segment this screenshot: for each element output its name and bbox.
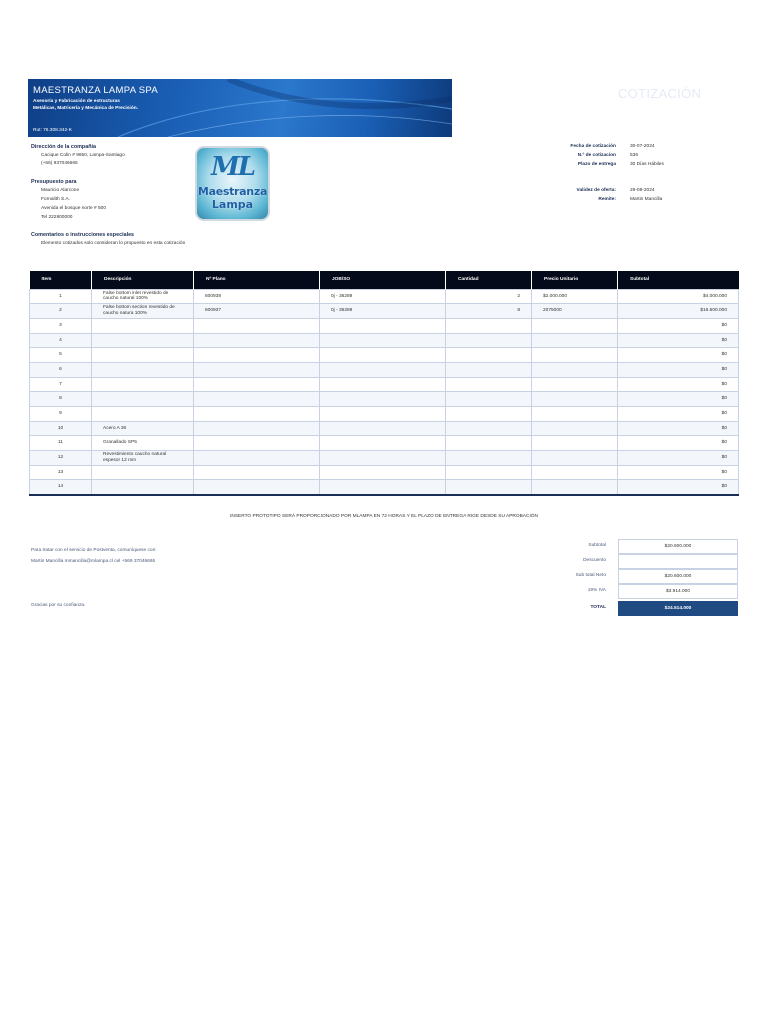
net-subtotal-value: $20.600.000 [618,569,738,584]
cell-quantity: 2 [446,289,532,304]
comments-text: Elemento cotizados solo consideran lo propuesto en esta cotización [41,241,186,246]
cell-unit-price [532,451,618,466]
table-row [30,289,739,304]
quote-date-value: 30-07-2024 [630,144,655,149]
cell-item: 4 [30,333,92,348]
quote-number-label: N.º de cotizacion [577,153,616,158]
cell-unit-price [532,318,618,333]
cell-job [320,348,446,363]
cell-job: 0j - 36289 [320,304,446,319]
cell-job [320,407,446,422]
cell-quantity: 8 [446,304,532,319]
col-header-subtotal: Subtotal [618,271,739,289]
client-name: Mauricio Alarcone [41,188,80,193]
cell-plan-number [194,407,320,422]
cell-job: 0j - 36289 [320,289,446,304]
company-phone: (+56) 937046665 [41,161,78,166]
cell-job [320,436,446,451]
cell-quantity [446,348,532,363]
cell-subtotal: $16.600.000 [618,304,739,319]
cell-description [92,377,194,392]
cell-plan-number [194,318,320,333]
cell-item: 12 [30,451,92,466]
col-header-job: JOB/SO [320,271,446,289]
vat-value: $3.914.000 [618,584,738,599]
table-row [30,348,739,363]
cell-description [92,333,194,348]
cell-quantity [446,421,532,436]
vat-label: 19% IVA [587,588,606,593]
table-row [30,451,739,466]
cell-plan-number [194,436,320,451]
cell-unit-price [532,436,618,451]
cell-unit-price [532,480,618,495]
cell-unit-price: 2075000 [532,304,618,319]
quote-number-value: 536 [630,153,639,158]
postsale-contact-intro: Para tratar con el servicio de Postventa, comuníquese con: [31,548,157,553]
logo-word-1: Maestranza [197,185,268,198]
table-row [30,392,739,407]
quote-date-label: Fecha de cotización [570,144,616,149]
cell-plan-number [194,333,320,348]
cell-subtotal: $0 [618,451,739,466]
cell-item: 14 [30,480,92,495]
cell-subtotal: $0 [618,465,739,480]
cell-quantity [446,480,532,495]
cell-plan-number: 600938 [194,289,320,304]
offer-validity-value: 29-08-2024 [630,188,655,193]
cell-item: 5 [30,348,92,363]
cell-subtotal: $0 [618,421,739,436]
cell-subtotal: $0 [618,362,739,377]
company-tagline-1: Asesoría y Fabricación de estructuras [33,99,120,104]
cell-job [320,362,446,377]
col-header-quantity: Cantidad [446,271,532,289]
cell-unit-price [532,333,618,348]
net-subtotal-label: Sub total Neto [575,573,606,578]
total-value: $24.514.000 [618,601,738,616]
table-row [30,465,739,480]
cell-item: 1 [30,289,92,304]
discount-label: Descuento [583,558,606,563]
cell-description [92,362,194,377]
cell-description [92,465,194,480]
company-banner [28,79,452,137]
cell-item: 6 [30,362,92,377]
col-header-plan-number: Nº Plano [194,271,320,289]
client-company: Fornalith S.A. [41,197,71,202]
cell-unit-price [532,421,618,436]
cell-quantity [446,333,532,348]
table-row [30,318,739,333]
table-row [30,436,739,451]
cell-unit-price [532,465,618,480]
company-name: MAESTRANZA LAMPA SPA [33,85,158,96]
table-row [30,377,739,392]
cell-item: 9 [30,407,92,422]
cell-quantity [446,407,532,422]
cell-plan-number [194,348,320,363]
budget-for-heading: Presupuesto para [31,179,77,185]
cell-quantity [446,362,532,377]
table-row [30,421,739,436]
cell-quantity [446,392,532,407]
offer-validity-label: Validez de oferta: [576,188,616,193]
cell-subtotal: $0 [618,392,739,407]
cell-plan-number [194,465,320,480]
cell-unit-price [532,377,618,392]
cell-subtotal: $0 [618,377,739,392]
col-header-description: Descripción [92,271,194,289]
postsale-contact-details: Martin Mancilla mmancilla@mlampa.cl cel +569 37046665 [31,559,156,564]
cell-job [320,421,446,436]
subtotal-label: Subtotal [588,543,606,548]
sender-value: Martin Mancilla [630,197,663,202]
client-phone: Tel 222900000 [41,215,73,220]
delivery-term-label: Plazo de entrega [577,162,616,167]
cell-quantity [446,436,532,451]
cell-unit-price: $2.000.000 [532,289,618,304]
cell-plan-number [194,377,320,392]
cell-job [320,318,446,333]
cell-unit-price [532,392,618,407]
cell-subtotal: $0 [618,407,739,422]
total-label: TOTAL [590,605,606,610]
cell-item: 13 [30,465,92,480]
cell-job [320,392,446,407]
cell-unit-price [532,362,618,377]
cell-job [320,480,446,495]
table-row [30,333,739,348]
delivery-term-value: 30 Días Hábiles [630,162,664,167]
cell-quantity [446,377,532,392]
logo-monogram: ML [210,152,255,182]
cell-plan-number [194,421,320,436]
cell-item: 3 [30,318,92,333]
cell-description: False bottom section revestido de caucho natura 100% [92,304,194,319]
cell-item: 11 [30,436,92,451]
cell-job [320,465,446,480]
cell-subtotal: $4.000.000 [618,289,739,304]
cell-plan-number [194,451,320,466]
table-row [30,362,739,377]
table-row [30,480,739,495]
client-address: Avenida el bosque norte # 500 [41,206,106,211]
table-row [30,304,739,319]
cell-description [92,348,194,363]
cell-job [320,377,446,392]
approval-note: INSERTO PROTOTIPO SERÁ PROPORCIONADO POR MLAMPA EN 72 HORAS Y EL PLAZO DE ENTREGA RIGE DESDE SU APROBACIÓN [230,514,538,519]
table-header-row [30,271,739,289]
table-row [30,407,739,422]
cell-description [92,407,194,422]
cell-description: Revestimiento caucho natural espesor 12 mm [92,451,194,466]
cell-plan-number: 600937 [194,304,320,319]
cell-description: Granallado SP5 [92,436,194,451]
cell-subtotal: $0 [618,348,739,363]
cell-item: 8 [30,392,92,407]
cell-plan-number [194,362,320,377]
comments-heading: Comentarios o instrucciones especiales [31,232,135,238]
company-logo [195,146,270,221]
cell-description [92,318,194,333]
cell-unit-price [532,348,618,363]
cell-unit-price [532,407,618,422]
cell-job [320,451,446,466]
col-header-item: Item [30,271,92,289]
cell-subtotal: $0 [618,480,739,495]
company-rut: Rut: 76.308.342-K [33,128,72,133]
document-title: COTIZACIÓN [618,86,702,101]
cell-quantity [446,465,532,480]
cell-job [320,333,446,348]
col-header-unit-price: Precio Unitario [532,271,618,289]
cell-plan-number [194,392,320,407]
company-address-line: Cacique Colin # 9650, Lampa-Santiago [41,153,125,158]
subtotal-value: $20.600.000 [618,539,738,554]
cell-description: Acero A 36 [92,421,194,436]
cell-description: False bottom inlet revestido de caucho natural 100% [92,289,194,304]
cell-item: 2 [30,304,92,319]
cell-quantity [446,318,532,333]
sender-label: Remite: [598,197,616,202]
discount-value [618,554,738,569]
cell-description [92,480,194,495]
cell-subtotal: $0 [618,333,739,348]
cell-item: 7 [30,377,92,392]
company-address-heading: Dirección de la compañía [31,144,97,150]
cell-quantity [446,451,532,466]
thanks-message: Gracias por su confianza. [31,603,86,608]
company-tagline-2: Metálicas, Matricería y Mecánica de Precisión. [33,106,139,111]
logo-word-2: Lampa [211,198,254,211]
cell-subtotal: $0 [618,318,739,333]
items-table [29,271,739,496]
cell-plan-number [194,480,320,495]
cell-item: 10 [30,421,92,436]
cell-subtotal: $0 [618,436,739,451]
cell-description [92,392,194,407]
